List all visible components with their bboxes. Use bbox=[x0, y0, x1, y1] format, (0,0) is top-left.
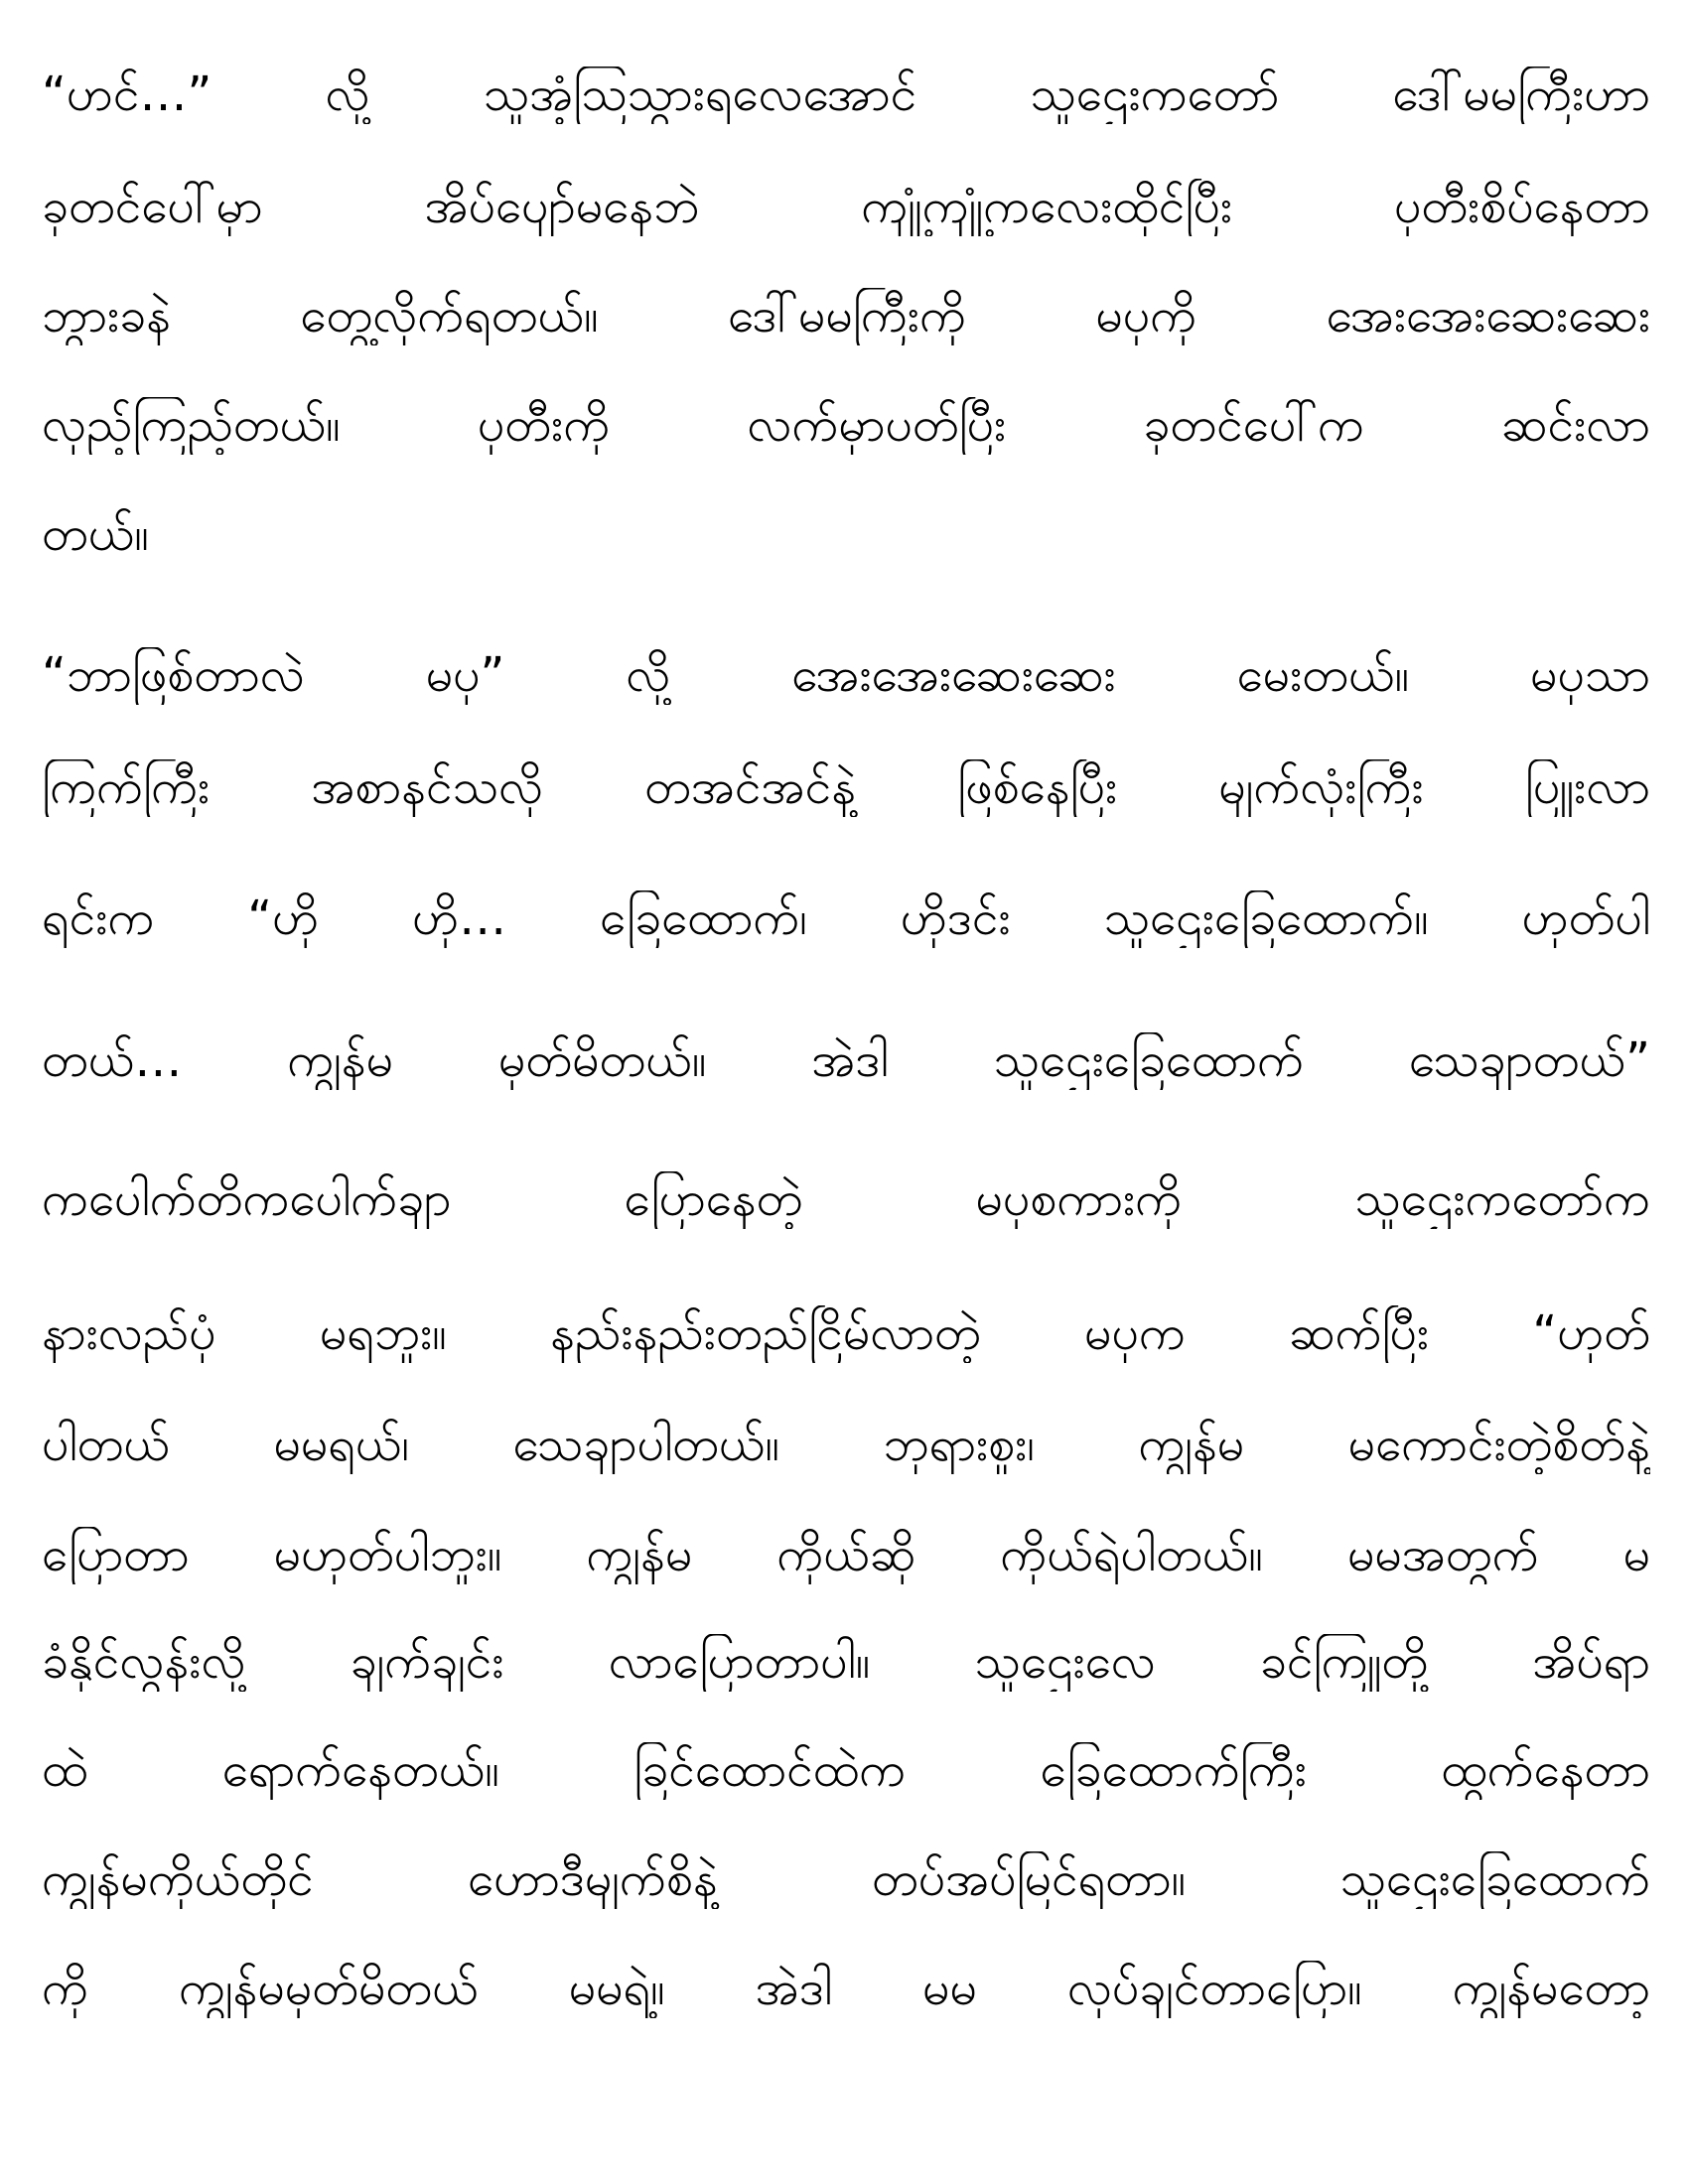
text-line: ကပေါက်တိကပေါက်ချာ ပြောနေတဲ့ မပုစကားကို သူဌေးကတော်က bbox=[42, 1171, 1650, 1227]
text-line: ကျွန်မကိုယ်တိုင် ဟောဒီမျက်စိနဲ့ တပ်အပ်မြင်ရတာ။ သူဌေးခြေထောက် bbox=[42, 1851, 1650, 1907]
text-line: ခံနိုင်လွန်းလို့ ချက်ချင်း လာပြောတာပါ။ သူဌေးလေ ခင်ကြူတို့ အိပ်ရာ bbox=[42, 1634, 1650, 1690]
text-line: ပြောတာ မဟုတ်ပါဘူး။ ကျွန်မ ကိုယ်ဆို ကိုယ်ရဲပါတယ်။ မမအတွက် မ bbox=[42, 1527, 1650, 1582]
text-line: ကြက်ကြီး အစာနင်သလို တအင်အင်နဲ့ ဖြစ်နေပြီး မျက်လုံးကြီး ပြူးလာ bbox=[42, 759, 1650, 815]
text-line: ပါတယ် မမရယ်၊ သေချာပါတယ်။ ဘုရားစူး၊ ကျွန်မ မကောင်းတဲ့စိတ်နဲ့ bbox=[42, 1417, 1650, 1472]
text-line: နားလည်ပုံ မရဘူး။ နည်းနည်းတည်ငြိမ်လာတဲ့ မပုက ဆက်ပြီး “ဟုတ် bbox=[42, 1305, 1650, 1361]
text-line: ကို ကျွန်မမှတ်မိတယ် မမရဲ့။ အဲဒါ မမ လုပ်ချင်တာပြော။ ကျွန်မတော့ bbox=[42, 1961, 1650, 2016]
text-line: “ဟင်…” လို့ သူအံ့သြသွားရလေအောင် သူဌေးကတော် ဒေါ်မမကြီးဟာ bbox=[42, 67, 1650, 122]
text-line: တယ်… ကျွန်မ မှတ်မိတယ်။ အဲဒါ သူဌေးခြေထောက် သေချာတယ်” bbox=[42, 1032, 1650, 1088]
text-line: ဘွားခနဲ တွေ့လိုက်ရတယ်။ ဒေါ်မမကြီးကို မပုကို အေးအေးဆေးဆေး bbox=[42, 288, 1650, 343]
text-line: ရင်းက “ဟို ဟို… ခြေထောက်၊ ဟိုဒင်း သူဌေးခြေထောက်။ ဟုတ်ပါ bbox=[42, 890, 1650, 946]
text-line: လှည့်ကြည့်တယ်။ ပုတီးကို လက်မှာပတ်ပြီး ခုတင်ပေါ်က ဆင်းလာ bbox=[42, 397, 1650, 453]
text-line: “ဘာဖြစ်တာလဲ မပု” လို့ အေးအေးဆေးဆေး မေးတယ်။ မပုသာ bbox=[42, 647, 1650, 703]
text-line: တယ်။ bbox=[42, 506, 149, 562]
text-line: ထဲ ရောက်နေတယ်။ ခြင်ထောင်ထဲက ခြေထောက်ကြီး ထွက်နေတာ bbox=[42, 1742, 1650, 1798]
text-line: ခုတင်ပေါ်မှာ အိပ်ပျော်မနေဘဲ ကျုံ့ကျုံ့ကလေးထိုင်ပြီး ပုတီးစိပ်နေတာ bbox=[42, 179, 1650, 234]
